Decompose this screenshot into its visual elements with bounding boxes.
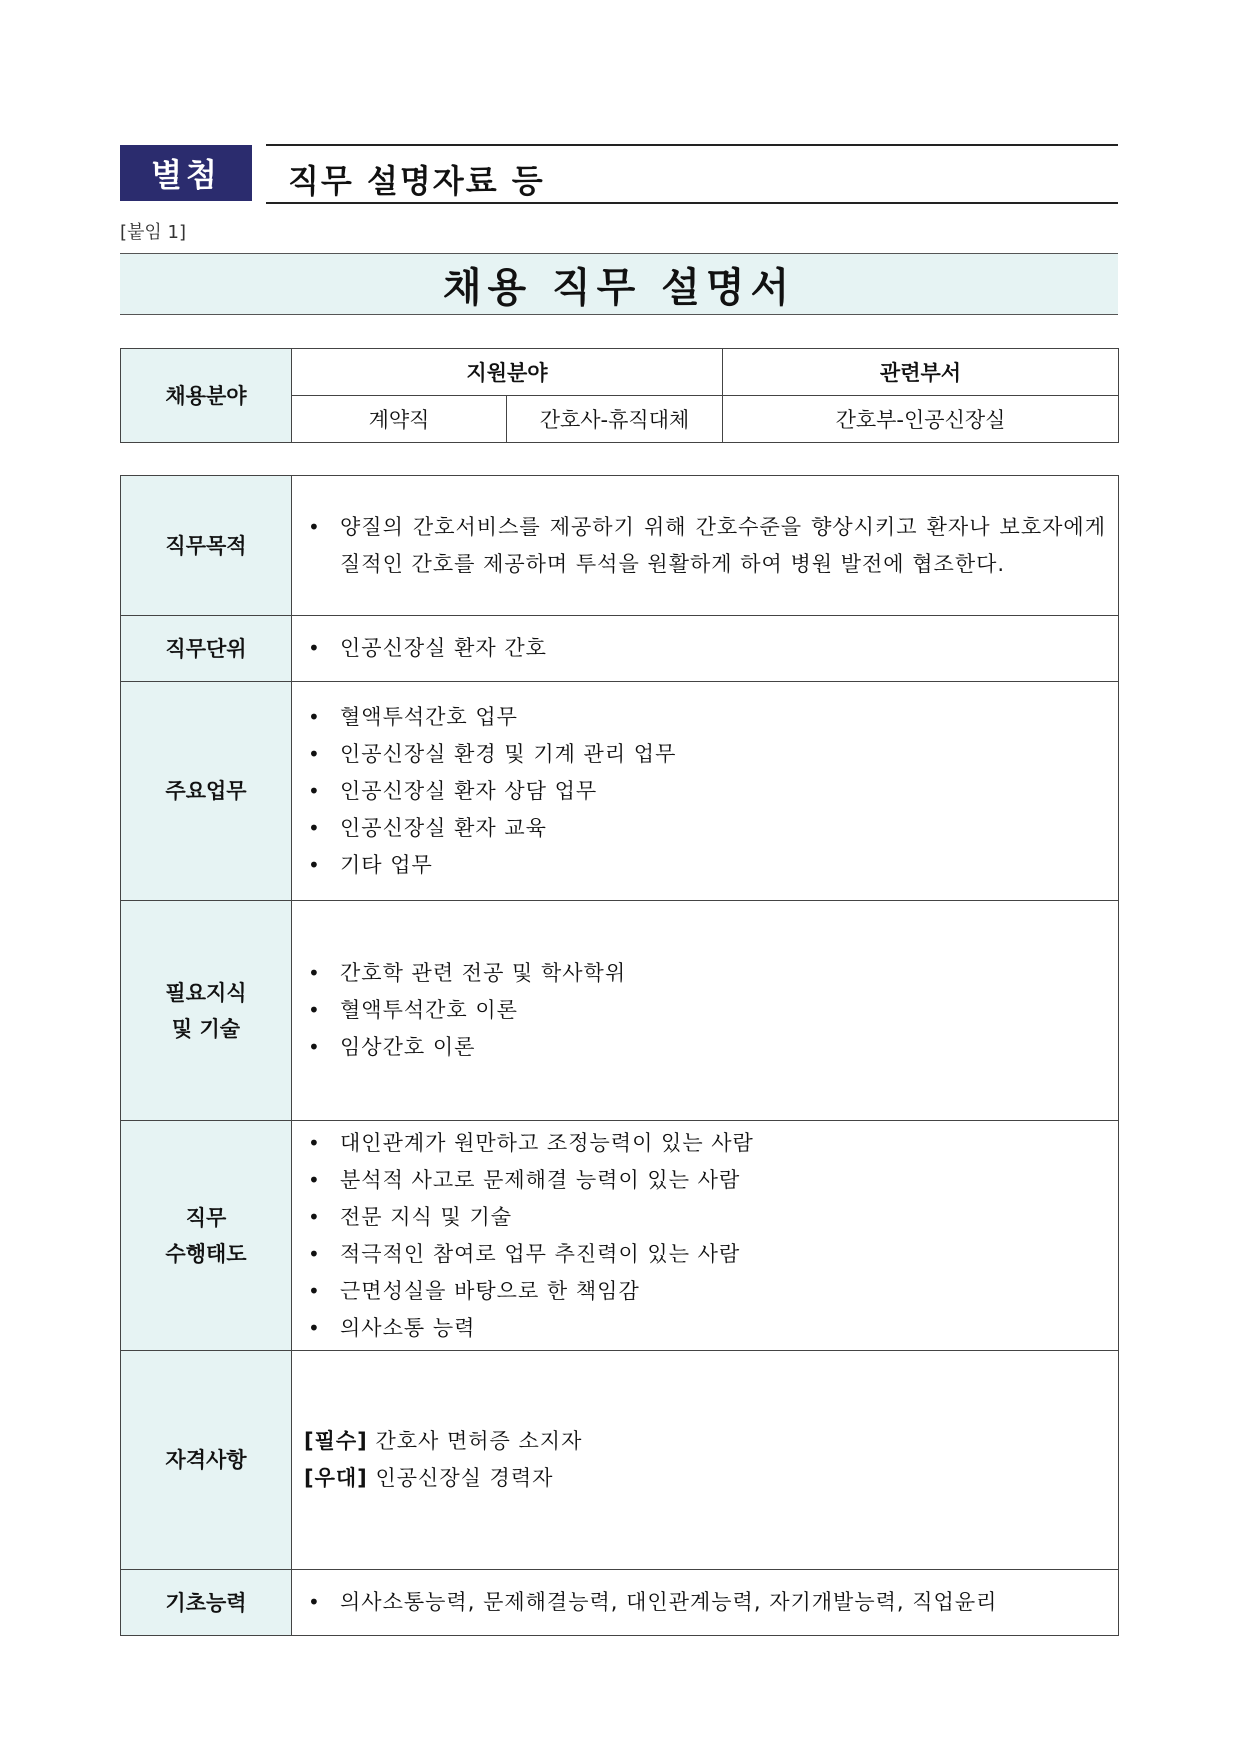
list-item: • 혈액투석간호 이론 [306,992,1106,1029]
position: 간호사-휴직대체 [507,396,723,443]
list-item: • 적극적인 참여로 업무 추진력이 있는 사람 [306,1236,1106,1273]
recruit-label: 채용분야 [121,349,292,443]
attitude-label [121,1121,292,1351]
attachment-label: [붙임 1] [120,222,186,243]
required-tag: [필수] [304,1429,368,1453]
list-item: • 임상간호 이론 [306,1029,1106,1066]
department: 간호부-인공신장실 [723,396,1119,443]
required-text: 간호사 면허증 소지자 [367,1429,583,1453]
document-title-box [120,253,1118,315]
preferred-qualification [304,1460,1106,1497]
list-item: • 인공신장실 환자 교육 [306,810,1106,847]
header-title-box [266,144,1118,204]
recruitment-field-table [120,348,1119,443]
list-item: • 대인관계가 원만하고 조정능력이 있는 사람 [306,1125,1106,1162]
job-description-table [120,475,1119,1636]
purpose-label: 직무목적 [121,476,292,616]
list-item: • 전문 지식 및 기술 [306,1199,1106,1236]
list-item: • 기타 업무 [306,847,1106,884]
list-item: • 인공신장실 환자 상담 업무 [306,773,1106,810]
section-header [120,144,1118,204]
list-item: • 인공신장실 환자 간호 [306,630,1106,667]
duties-label: 주요업무 [121,682,292,901]
knowledge-label [121,901,292,1121]
preferred-text: 인공신장실 경력자 [367,1466,554,1490]
knowledge-row [121,901,1119,1121]
list-item: • 양질의 간호서비스를 제공하기 위해 간호수준을 향상시키고 환자나 보호자에게 질적인 간호를 제공하며 투석을 원활하게 하여 병원 발전에 협조한다. [306,509,1106,583]
list-item: • 인공신장실 환경 및 기계 관리 업무 [306,736,1106,773]
purpose-content [292,476,1119,616]
attitude-row [121,1121,1119,1351]
employment-type: 계약직 [292,396,507,443]
duties-content [292,682,1119,901]
knowledge-label-line1: 필요지식 [165,980,247,1005]
knowledge-content [292,901,1119,1121]
attitude-content [292,1121,1119,1351]
attitude-label-line2: 수행태도 [165,1241,247,1266]
basic-label: 기초능력 [121,1570,292,1636]
qualifications-row [121,1351,1119,1570]
unit-label: 직무단위 [121,616,292,682]
list-item: • 분석적 사고로 문제해결 능력이 있는 사람 [306,1162,1106,1199]
qualifications-label: 자격사항 [121,1351,292,1570]
document-title: 채용 직무 설명서 [442,264,796,311]
list-item: • 의사소통 능력 [306,1310,1106,1347]
duties-row [121,682,1119,901]
list-item: • 간호학 관련 전공 및 학사학위 [306,955,1106,992]
preferred-tag: [우대] [304,1466,368,1490]
knowledge-label-line2: 및 기술 [171,1016,241,1041]
basic-row [121,1570,1119,1636]
purpose-row [121,476,1119,616]
attitude-label-line1: 직무 [185,1205,227,1230]
list-item: • 혈액투석간호 업무 [306,699,1106,736]
header-title: 직무 설명자료 등 [288,162,545,200]
list-item: • 의사소통능력, 문제해결능력, 대인관계능력, 자기개발능력, 직업윤리 [306,1584,1106,1621]
attachment-badge: 별첨 [120,145,252,201]
basic-content [292,1570,1119,1636]
list-item: • 근면성실을 바탕으로 한 책임감 [306,1273,1106,1310]
unit-content [292,616,1119,682]
required-qualification [304,1423,1106,1460]
qualifications-content [292,1351,1119,1570]
support-field-header: 지원분야 [292,349,723,396]
related-dept-header: 관련부서 [723,349,1119,396]
unit-row [121,616,1119,682]
